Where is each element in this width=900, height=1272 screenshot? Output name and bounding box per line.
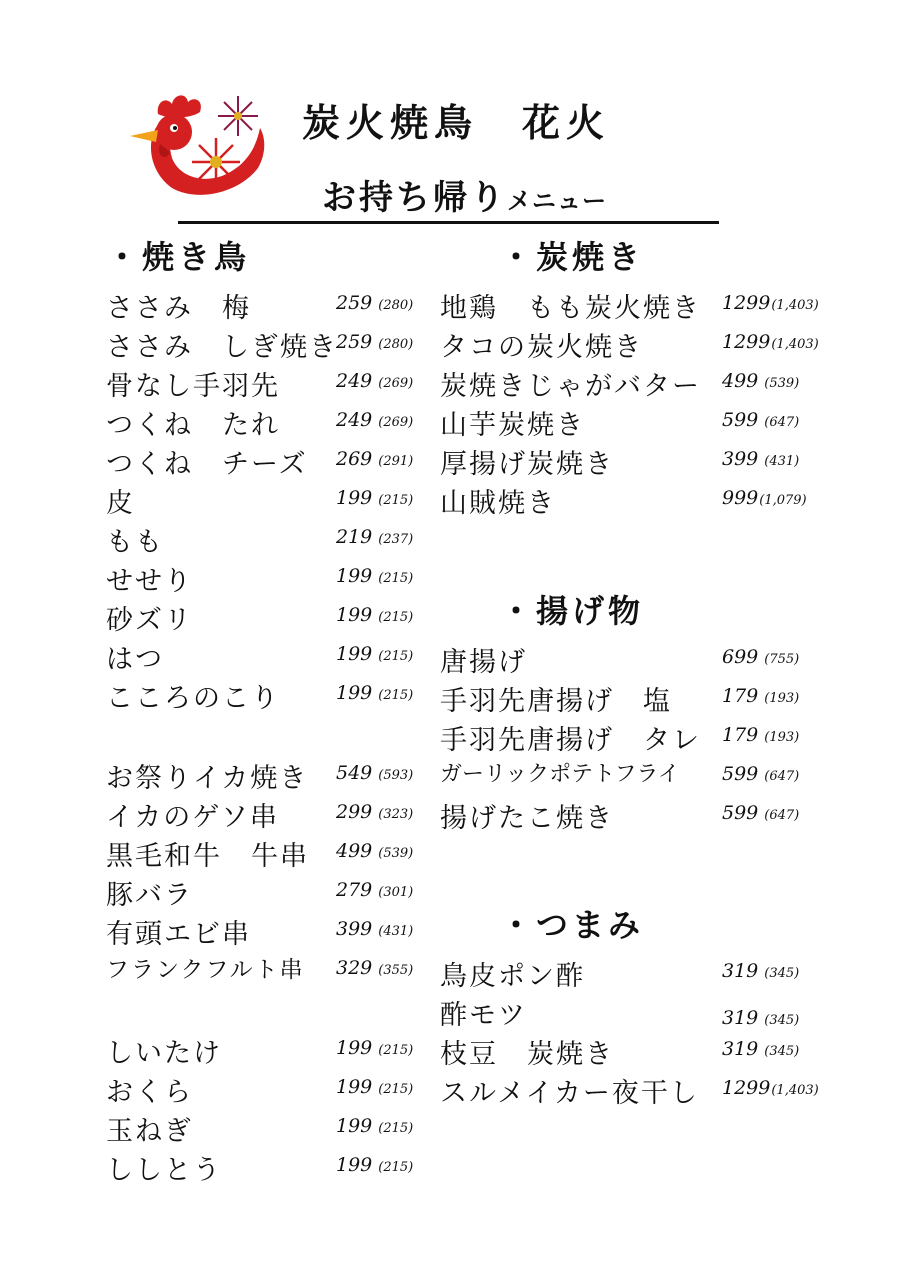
item-price: 549 (593): [336, 762, 414, 784]
item-price: 249 (269): [336, 409, 414, 431]
item-name: ガーリックポテトフライ: [440, 762, 680, 787]
item-name: ししとう: [106, 1155, 222, 1186]
item-name: スルメイカー夜干し: [440, 1078, 699, 1109]
section-yakitori: ・焼き鳥: [106, 238, 251, 276]
item-price: 179 (193): [722, 685, 800, 707]
item-name: せせり: [106, 566, 193, 597]
item-name: 豚バラ: [106, 880, 193, 911]
item-price: 259 (280): [336, 292, 414, 314]
item-name: 枝豆 炭焼き: [440, 1039, 614, 1070]
item-price: 329 (355): [336, 957, 414, 979]
item-price: 599 (647): [722, 409, 800, 431]
item-name: 地鶏 もも炭火焼き: [440, 293, 701, 324]
item-name: つくね たれ: [106, 410, 280, 441]
item-price: 1299(1,403): [722, 1077, 819, 1099]
section-sumiyaki: ・炭焼き: [500, 238, 645, 276]
item-name: しいたけ: [106, 1038, 222, 1069]
item-name: 炭焼きじゃがバター: [440, 371, 701, 402]
menu-subtitle: [322, 170, 607, 219]
item-price: 259 (280): [336, 331, 414, 353]
item-name: お祭りイカ焼き: [106, 763, 309, 794]
item-price: 199 (215): [336, 1154, 414, 1176]
item-name: 皮: [106, 488, 135, 519]
subtitle-main: お持ち帰り: [322, 178, 507, 218]
item-price: 219 (237): [336, 526, 414, 548]
item-price: 699 (755): [722, 646, 800, 668]
item-price: 1299(1,403): [722, 331, 819, 353]
item-price: 999(1,079): [722, 487, 807, 509]
subtitle-small: メニュー: [507, 186, 607, 215]
item-name: 酢モツ: [440, 1000, 527, 1031]
item-name: フランクフルト串: [106, 957, 305, 983]
item-name: もも: [106, 527, 164, 558]
item-name: 手羽先唐揚げ タレ: [440, 725, 701, 756]
item-name: 黒毛和牛 牛串: [106, 841, 309, 872]
item-name: ささみ しぎ焼き: [106, 332, 338, 363]
item-price: 199 (215): [336, 1076, 414, 1098]
item-name: 揚げたこ焼き: [440, 803, 614, 834]
item-price: 499 (539): [722, 370, 800, 392]
item-name: 手羽先唐揚げ 塩: [440, 686, 672, 717]
item-name: 玉ねぎ: [106, 1116, 193, 1147]
item-name: 骨なし手羽先: [106, 371, 280, 402]
item-name: イカのゲソ串: [106, 802, 279, 833]
item-name: 有頭エビ串: [106, 919, 251, 950]
item-price: 199 (215): [336, 1115, 414, 1137]
item-price: 319 (345): [722, 1007, 800, 1029]
item-name: 砂ズリ: [106, 605, 193, 636]
item-name: 唐揚げ: [440, 647, 527, 678]
item-price: 199 (215): [336, 1037, 414, 1059]
item-price: 279 (301): [336, 879, 414, 901]
item-price: 319 (345): [722, 960, 800, 982]
item-name: おくら: [106, 1077, 193, 1108]
item-price: 199 (215): [336, 604, 414, 626]
section-tsumami: ・つまみ: [500, 906, 645, 944]
item-price: 199 (215): [336, 682, 414, 704]
item-name: 山賊焼き: [440, 488, 556, 519]
item-price: 179 (193): [722, 724, 800, 746]
item-price: 199 (215): [336, 565, 414, 587]
item-price: 599 (647): [722, 763, 800, 785]
item-price: 499 (539): [336, 840, 414, 862]
item-name: ささみ 梅: [106, 293, 251, 324]
item-price: 249 (269): [336, 370, 414, 392]
item-price: 269 (291): [336, 448, 414, 470]
shop-title: 炭火焼鳥 花火: [302, 100, 611, 145]
section-agemono: ・揚げ物: [500, 592, 645, 630]
item-price: 599 (647): [722, 802, 800, 824]
item-price: 1299(1,403): [722, 292, 819, 314]
item-price: 199 (215): [336, 487, 414, 509]
item-price: 319 (345): [722, 1038, 800, 1060]
header-divider: [178, 221, 719, 224]
item-price: 199 (215): [336, 643, 414, 665]
item-name: 鳥皮ポン酢: [440, 961, 585, 992]
rooster-fireworks-logo-icon: [126, 88, 270, 200]
item-price: 399 (431): [722, 448, 800, 470]
item-name: 山芋炭焼き: [440, 410, 585, 441]
item-name: 厚揚げ炭焼き: [440, 449, 614, 480]
item-price: 299 (323): [336, 801, 414, 823]
item-name: タコの炭火焼き: [440, 332, 643, 363]
item-price: 399 (431): [336, 918, 414, 940]
item-name: はつ: [106, 644, 164, 675]
item-name: こころのこり: [106, 683, 280, 714]
item-name: つくね チーズ: [106, 449, 308, 480]
